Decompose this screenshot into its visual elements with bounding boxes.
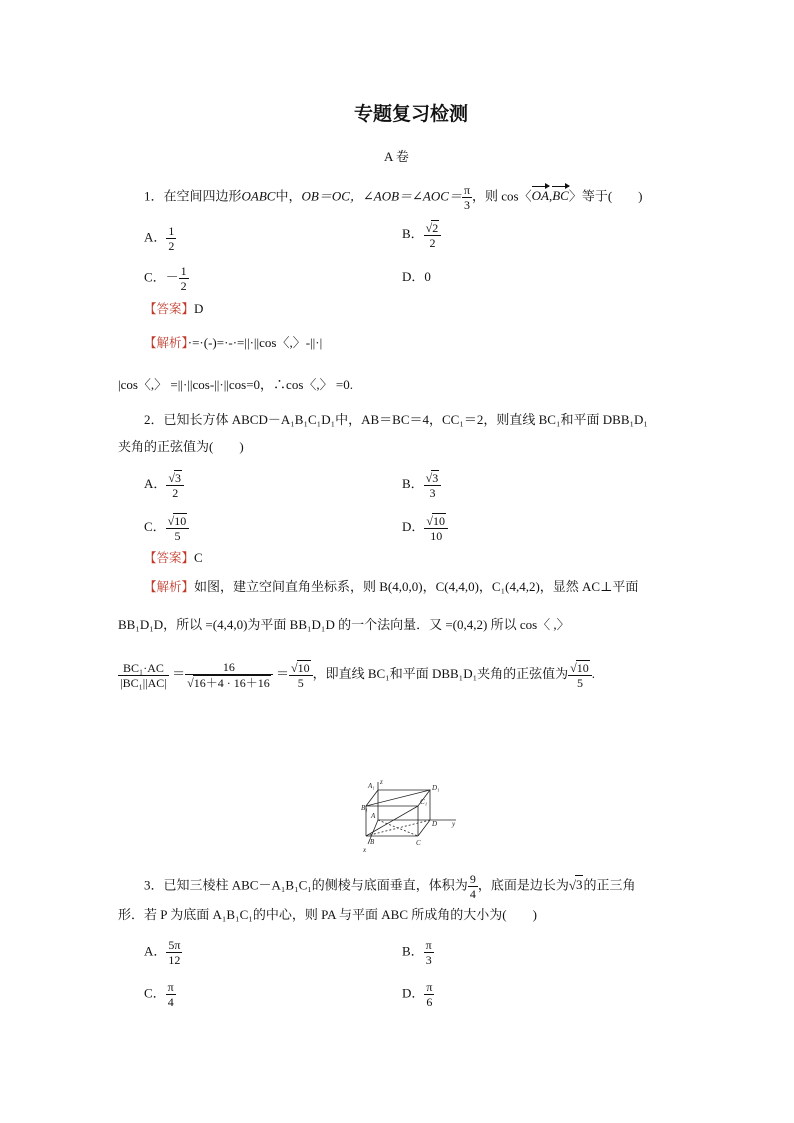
q1-option-d: D．0 xyxy=(402,269,431,284)
q1-option-c: C．－ $\frac{1}{2}$ xyxy=(144,264,187,293)
fig-label: B₁ xyxy=(361,804,368,812)
fig-label: C₁ xyxy=(420,798,428,806)
q1-stem: 1．在空间四边形OABC中，OB＝OC，∠AOB＝∠AOC＝ $\frac{\pi}{3}$ ，则 cos〈OA,BC〉等于( ) xyxy=(144,183,643,212)
q2-analysis-line3: $\frac{\text{BC₁·AC}}{\text{|BC₁||AC|}}$ ＝ $\frac{16}{√16+4 \cdot 16+16}$ ＝ $\frac{√10}{5}$ ，即直线 BC₁和平面 DBB₁D₁夹角的正弦值为 $\frac{√10}{5}$ . xyxy=(120,660,595,690)
q3-option-c: C． $\frac{\pi}{4}$ xyxy=(144,980,174,1009)
page-title: 专题复习检测 xyxy=(354,104,469,125)
fig-label: A xyxy=(371,812,376,820)
cuboid-figure xyxy=(362,776,462,854)
q3-stem-line2: 形．若 P 为底面 A₁B₁C₁的中心，则 PA 与平面 ABC 所成角的大小为( ) xyxy=(118,907,537,922)
q2-option-d: D． $\frac{√10}{10}$ xyxy=(402,513,448,543)
q1-analysis-line2: |cos〈,〉 =||·||cos-||·||cos=0，∴cos〈,〉 =0. xyxy=(118,377,353,392)
fig-label: x xyxy=(363,846,367,854)
q2-option-a: A． $\frac{√3}{2}$ xyxy=(144,470,184,500)
q3-option-a: A． $\frac{5\pi}{12}$ xyxy=(144,938,181,967)
q2-answer: 【答案】C xyxy=(144,550,203,565)
q2-analysis-line2: BB₁D₁D，所以 =(4,4,0)为平面 BB₁D₁D 的一个法向量．又 =(0,4,2) 所以 cos〈 ,〉 xyxy=(118,617,570,632)
q2-option-b: B． $\frac{√3}{3}$ xyxy=(402,470,441,500)
fig-label: C xyxy=(416,839,421,847)
fig-label: D₁ xyxy=(432,784,440,792)
q2-stem-line2: 夹角的正弦值为( ) xyxy=(118,439,244,454)
fig-label: y xyxy=(452,820,456,828)
edge-cd xyxy=(418,820,430,836)
q1-option-b: B． $\frac{√2}{2}$ xyxy=(402,220,441,250)
diag-bd xyxy=(366,820,430,836)
q3-option-d: D． $\frac{\pi}{6}$ xyxy=(402,980,433,1009)
q2-stem-line1: 2．已知长方体 ABCD－A₁B₁C₁D₁中，AB＝BC＝4，CC₁＝2，则直线 BC₁和平面 DBB₁D₁ xyxy=(144,412,648,427)
fig-label: B xyxy=(370,838,375,846)
fig-label: D xyxy=(432,820,438,828)
q3-option-b: B． $\frac{\pi}{3}$ xyxy=(402,938,432,967)
section-label: A 卷 xyxy=(384,149,409,164)
q2-option-c: C． $\frac{√10}{5}$ xyxy=(144,513,189,543)
q1-option-a: A． $\frac{1}{2}$ xyxy=(144,224,175,253)
fig-label: z xyxy=(380,778,383,786)
q1-answer: 【答案】D xyxy=(144,301,204,316)
q2-analysis-line1: 【解析】如图，建立空间直角坐标系，则 B(4,0,0)，C(4,4,0)，C₁(4,4,2)，显然 AC⊥平面 xyxy=(144,579,639,594)
q3-stem-line1: 3．已知三棱柱 ABC－A₁B₁C₁的侧棱与底面垂直，体积为 $\frac{9}{4}$ ，底面是边长为√3的正三角 xyxy=(144,872,636,901)
diag-bc1 xyxy=(366,806,418,836)
q1-analysis-line1: 【解析】·=·(-)=·-·=||·||cos〈,〉-||·| xyxy=(144,335,323,350)
fig-label: A₁ xyxy=(368,782,375,790)
